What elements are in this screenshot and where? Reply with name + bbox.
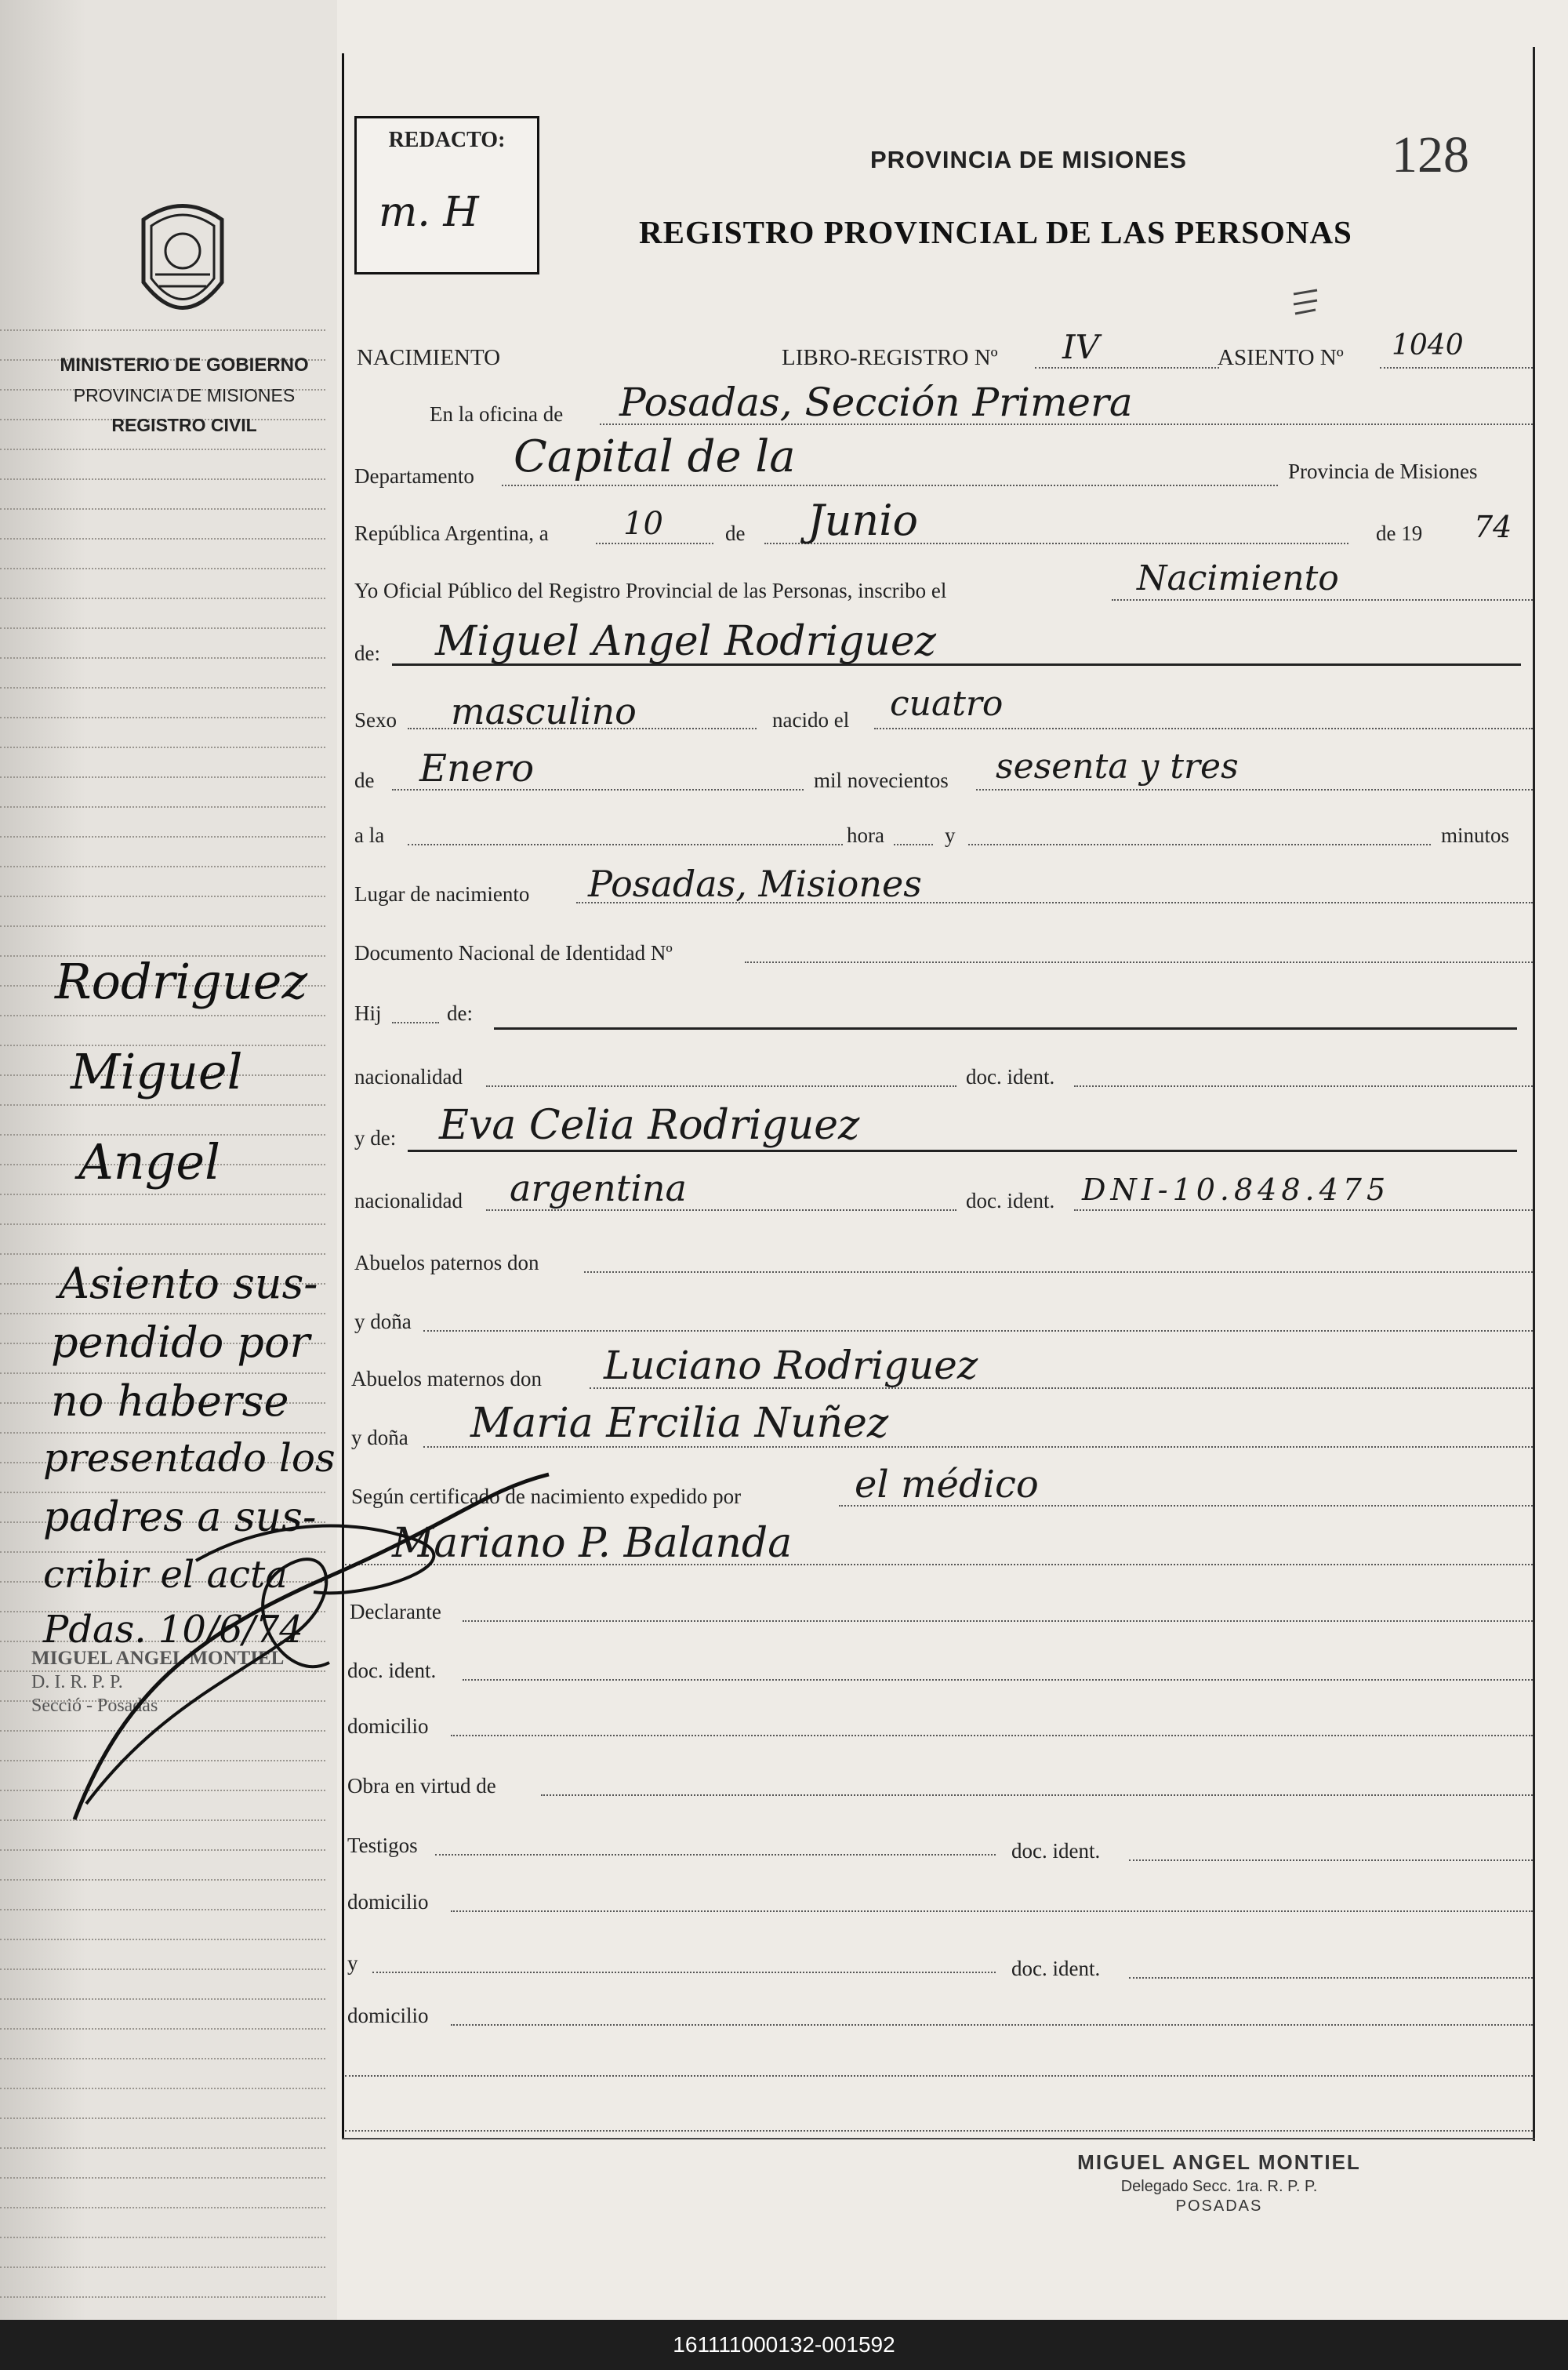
margin-rule <box>0 329 325 331</box>
testigo1-domicilio-label: domicilio <box>347 1890 429 1914</box>
margin-rule <box>0 1194 325 1195</box>
margin-rule <box>0 2088 325 2089</box>
margin-rule <box>0 1998 325 2000</box>
margin-rule <box>0 1253 325 1255</box>
father-doc-label: doc. ident. <box>966 1065 1055 1089</box>
provincia-suffix: Provincia de Misiones <box>1288 460 1478 483</box>
margin-rule <box>0 657 325 659</box>
margin-stamp-line: Secció - Posadas <box>31 1696 158 1716</box>
testigo1-doc-label: doc. ident. <box>1011 1839 1101 1863</box>
margin-rule <box>0 1432 325 1434</box>
testigos-label: Testigos <box>347 1834 418 1857</box>
abuelo-materno-value: Luciano Rodriguez <box>604 1343 978 1388</box>
hij-de-label: de: <box>447 1001 473 1025</box>
libro-value: IV <box>1062 328 1099 366</box>
mother-doc-line <box>1074 1209 1533 1211</box>
margin-rule <box>0 1313 325 1314</box>
margin-rule <box>0 687 325 689</box>
name-value: Miguel Angel Rodriguez <box>435 618 937 665</box>
footer-id-bar <box>0 2320 1568 2370</box>
margin-rule <box>0 925 325 927</box>
de-person-label: de: <box>354 642 380 665</box>
testigo2-doc-line <box>1129 1977 1533 1979</box>
abuelos-maternos-label: Abuelos maternos don <box>351 1367 542 1390</box>
official-role: Delegado Secc. 1ra. R. P. P. <box>1120 2178 1318 2195</box>
obra-label: Obra en virtud de <box>347 1774 496 1797</box>
page-fold-shadow <box>0 0 86 2320</box>
redacto-initials: m. H <box>379 189 479 236</box>
departamento-line <box>502 485 1278 486</box>
margin-rule <box>0 2028 325 2030</box>
record-type-label: NACIMIENTO <box>357 345 501 370</box>
y-dona-paterna-label: y doña <box>354 1310 412 1333</box>
y-de-label: y de: <box>354 1126 397 1150</box>
redacto-box <box>354 116 539 274</box>
margin-rule <box>0 806 325 808</box>
acto-line <box>1112 599 1533 601</box>
margin-rule <box>0 2058 325 2059</box>
hora-line <box>408 844 843 845</box>
lugar-value: Posadas, Misiones <box>588 863 922 905</box>
de-label: de <box>725 522 746 545</box>
declarante-domicilio-line <box>451 1735 1533 1736</box>
asiento-label: ASIENTO Nº <box>1218 345 1344 370</box>
mother-nacionalidad-value: argentina <box>510 1167 687 1209</box>
margin-rule <box>0 747 325 748</box>
departamento-value: Capital de la <box>514 431 796 482</box>
declarante-doc-label: doc. ident. <box>347 1659 437 1682</box>
abuela-materna-value: Maria Ercilia Nuñez <box>470 1400 889 1447</box>
asiento-line <box>1380 367 1533 369</box>
margin-rule <box>0 2147 325 2149</box>
margin-rule <box>0 1015 325 1016</box>
ministry-line: REGISTRO CIVIL <box>111 415 257 435</box>
father-doc-line <box>1074 1085 1533 1087</box>
oficina-label: En la oficina de <box>430 402 564 426</box>
year-value: 74 <box>1474 510 1512 544</box>
margin-stamp-line: D. I. R. P. P. <box>31 1672 123 1692</box>
folio-number: 128 <box>1392 126 1469 184</box>
testigo2-line <box>372 1972 996 1973</box>
margin-rule <box>0 866 325 867</box>
margin-rule <box>0 2296 325 2298</box>
registry-heading: REGISTRO PROVINCIAL DE LAS PERSONAS <box>639 214 1352 250</box>
father-nacionalidad-line <box>486 1085 956 1087</box>
margin-rule <box>0 717 325 718</box>
month-value: Junio <box>808 496 918 545</box>
margin-rule <box>0 836 325 838</box>
medico-name-value: Mariano P. Balanda <box>392 1520 793 1567</box>
departamento-label: Departamento <box>354 464 474 488</box>
nacido-year-value: sesenta y tres <box>996 747 1239 787</box>
mil-label: mil novecientos <box>814 769 949 792</box>
libro-line <box>1035 367 1219 369</box>
de2-label: de <box>354 769 375 792</box>
father-line <box>494 1027 1517 1030</box>
annotation-line: pendido por <box>51 1318 310 1367</box>
margin-rule <box>0 2117 325 2119</box>
a-la-label: a la <box>354 823 385 847</box>
mother-nacionalidad-line <box>486 1209 956 1211</box>
testigo1-domicilio-line <box>451 1910 1533 1912</box>
ministry-line: PROVINCIA DE MISIONES <box>73 385 296 405</box>
nacido-line <box>874 728 1533 729</box>
testigo2-doc-label: doc. ident. <box>1011 1957 1101 1980</box>
margin-rule <box>0 627 325 629</box>
annotation-line: presentado los <box>43 1435 336 1481</box>
official-name: MIGUEL ANGEL MONTIEL <box>1077 2150 1361 2174</box>
province-heading: PROVINCIA DE MISIONES <box>870 146 1187 173</box>
day-line <box>596 543 713 544</box>
yo-oficial-label: Yo Oficial Público del Registro Provincial de las Personas, inscribo el <box>354 579 947 602</box>
sexo-label: Sexo <box>354 708 397 732</box>
margin-rule <box>0 1849 325 1851</box>
abuelos-paternos-label: Abuelos paternos don <box>354 1251 539 1274</box>
y-dona-materna-label: y doña <box>351 1426 408 1449</box>
annotation-line: no haberse <box>51 1376 289 1426</box>
testigo2-domicilio-line <box>451 2024 1533 2026</box>
redacto-label: REDACTO: <box>388 128 506 152</box>
margin-rule <box>0 1760 325 1761</box>
declarante-line <box>463 1620 1533 1622</box>
declarante-doc-line <box>463 1679 1533 1681</box>
asiento-value: 1040 <box>1392 329 1464 362</box>
official-city: POSADAS <box>1175 2197 1263 2215</box>
declarante-label: Declarante <box>350 1600 441 1623</box>
margin-rule <box>0 1730 325 1732</box>
margin-rule <box>0 2177 325 2179</box>
hora-label: hora <box>847 823 884 847</box>
testigo1-doc-line <box>1129 1859 1533 1861</box>
declarante-domicilio-label: domicilio <box>347 1714 429 1738</box>
testigo2-label: y <box>347 1951 358 1975</box>
margin-rule <box>0 538 325 540</box>
footer-id: 161111000132-001592 <box>673 2332 895 2357</box>
margin-rule <box>0 449 325 450</box>
margin-rule <box>0 2237 325 2238</box>
annotation-line: Asiento sus- <box>59 1259 318 1308</box>
margin-surname: Rodriguez <box>55 953 308 1010</box>
official-stamp <box>1035 2150 1403 2216</box>
margin-rule <box>0 1492 325 1493</box>
mother-nacionalidad-label: nacionalidad <box>354 1189 463 1212</box>
margin-stamp <box>31 1647 337 1718</box>
obra-line <box>541 1794 1533 1796</box>
medico-value: el médico <box>855 1463 1039 1507</box>
hij-line <box>392 1022 439 1023</box>
blank-line <box>345 2130 1533 2132</box>
margin-rule <box>0 776 325 778</box>
margin-rule <box>0 1372 325 1374</box>
annotation-line: padres a sus- <box>43 1494 317 1541</box>
nacido-month-value: Enero <box>419 747 535 791</box>
ministry-line: MINISTERIO DE GOBIERNO <box>60 354 309 376</box>
y-label: y <box>945 823 956 847</box>
margin-rule <box>0 1879 325 1881</box>
day-value: 10 <box>623 506 663 542</box>
margin-rule <box>0 508 325 510</box>
lugar-label: Lugar de nacimiento <box>354 882 530 906</box>
frame-bottom-border <box>342 2138 1535 2139</box>
testigo1-line <box>435 1854 996 1856</box>
nacido-label: nacido el <box>772 708 850 732</box>
republica-label: República Argentina, a <box>354 522 549 545</box>
hora-line-2 <box>894 844 933 845</box>
margin-rule <box>0 1104 325 1106</box>
minutos-label: minutos <box>1441 823 1510 847</box>
frame-left-border <box>342 53 344 2139</box>
margin-rule <box>0 598 325 599</box>
oficina-value: Posadas, Sección Primera <box>619 380 1133 425</box>
frame-right-border <box>1533 47 1535 2141</box>
margin-rule <box>0 1819 325 1821</box>
hij-label: Hij <box>354 1001 382 1025</box>
margin-second-name: Angel <box>78 1133 220 1190</box>
libro-label: LIBRO-REGISTRO Nº <box>782 345 998 370</box>
annotation-line: Pdas. 10/6/74 <box>43 1608 303 1652</box>
margin-rule <box>0 2207 325 2208</box>
margin-rule <box>0 2266 325 2268</box>
segun-label: Según certificado de nacimiento expedido por <box>351 1485 742 1508</box>
sexo-value: masculino <box>451 690 637 732</box>
annotation-line: cribir el acta <box>43 1553 288 1597</box>
margin-rule <box>0 896 325 897</box>
mother-line <box>408 1150 1517 1152</box>
margin-rule <box>0 568 325 569</box>
acto-value: Nacimiento <box>1137 558 1339 598</box>
margin-rule <box>0 478 325 480</box>
provincial-seal-icon <box>132 196 234 329</box>
dni-line <box>745 961 1533 963</box>
margin-stamp-line: MIGUEL ANGEL MONTIEL <box>31 1648 285 1669</box>
blank-line <box>345 2075 1533 2077</box>
margin-rule <box>0 1223 325 1225</box>
abuelo-paterno-line <box>584 1271 1533 1273</box>
nacido-year-line <box>976 789 1533 791</box>
mother-doc-value: DNI-10.848.475 <box>1082 1172 1391 1207</box>
minutos-line <box>968 844 1431 845</box>
father-nacionalidad-label: nacionalidad <box>354 1065 463 1089</box>
margin-rule <box>0 1939 325 1940</box>
nacido-day-value: cuatro <box>890 684 1004 724</box>
margin-first-name: Miguel <box>71 1043 243 1100</box>
year-label: de 19 <box>1376 522 1423 545</box>
margin-rule <box>0 1909 325 1910</box>
dni-label: Documento Nacional de Identidad Nº <box>354 941 673 965</box>
testigo2-domicilio-label: domicilio <box>347 2004 429 2027</box>
abuela-paterna-line <box>423 1330 1533 1332</box>
margin-rule <box>0 1790 325 1791</box>
mother-doc-label: doc. ident. <box>966 1189 1055 1212</box>
ministry-stamp <box>31 351 337 440</box>
margin-rule <box>0 1968 325 1970</box>
mother-value: Eva Celia Rodriguez <box>439 1102 860 1149</box>
